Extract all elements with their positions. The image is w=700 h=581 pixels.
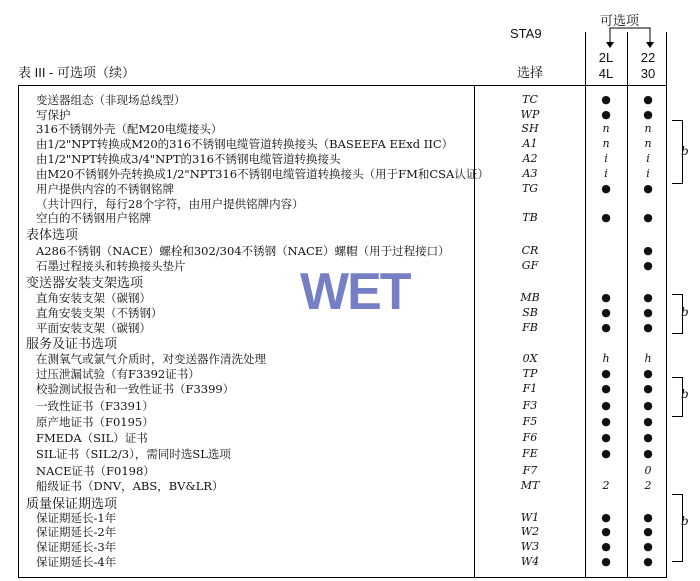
availability-22-30: ●	[643, 182, 653, 195]
option-code: W1	[520, 511, 540, 524]
section-title: 表体选项	[26, 227, 79, 242]
availability-2l-4l: ●	[601, 415, 611, 428]
availability-22-30: ●	[643, 540, 653, 553]
option-description: 保证期延长-1年	[36, 511, 117, 525]
availability-22-30: ●	[643, 431, 653, 444]
availability-2l-4l: ●	[601, 447, 611, 460]
section-title: 质量保证期选项	[26, 496, 118, 511]
option-code: FE	[522, 447, 538, 460]
option-description: 由1/2"NPT转换成3/4"NPT的316不锈钢电缆管道转换接头	[36, 152, 341, 166]
availability-22-30: ●	[643, 291, 653, 304]
option-description: 保证期延长-4年	[36, 555, 117, 569]
options-arrows	[590, 26, 670, 52]
table-bottom-rule	[18, 577, 666, 578]
option-code: F1	[522, 382, 538, 395]
option-code: 0X	[522, 352, 538, 365]
table-left-border	[18, 85, 19, 578]
column-header-30: 30	[640, 66, 656, 81]
availability-2l-4l: i	[604, 167, 608, 180]
option-code: W2	[520, 525, 540, 538]
select-column-label: 选择	[516, 65, 543, 80]
option-description: 由M20不锈钢外壳转换成1/2"NPT316不锈钢电缆管道转换接头（用于FM和CSA认证）	[36, 167, 489, 181]
availability-22-30: 0	[644, 464, 652, 477]
availability-22-30: ●	[643, 306, 653, 319]
availability-2l-4l: ●	[601, 306, 611, 319]
option-code: W4	[520, 555, 540, 568]
option-description: 保证期延长-2年	[36, 525, 117, 539]
option-code: F7	[522, 464, 538, 477]
availability-22-30: ●	[643, 244, 653, 257]
table-top-rule	[18, 85, 666, 86]
availability-22-30: ●	[643, 367, 653, 380]
option-code: SB	[522, 306, 538, 319]
availability-2l-4l: n	[602, 137, 610, 150]
option-code: A1	[522, 137, 538, 150]
option-code: F3	[522, 399, 538, 412]
column-header-22: 22	[640, 50, 656, 65]
option-description: 空白的不锈钢用户铭牌	[36, 211, 151, 225]
availability-22-30: ●	[643, 211, 653, 224]
availability-2l-4l: ●	[601, 367, 611, 380]
availability-2l-4l: n	[602, 122, 610, 135]
option-description: 过压泄漏试验（有F3392证书）	[36, 367, 200, 381]
option-description: 写保护	[36, 108, 71, 122]
availability-2l-4l: ●	[601, 291, 611, 304]
footnote-label: b	[681, 305, 689, 319]
option-code: WP	[520, 108, 540, 121]
availability-22-30: n	[644, 122, 652, 135]
availability-2l-4l: ●	[601, 540, 611, 553]
watermark-logo: WET	[300, 263, 410, 321]
availability-2l-4l: ●	[601, 93, 611, 106]
footnote-label: b	[681, 387, 689, 401]
availability-22-30: h	[644, 352, 652, 365]
availability-22-30: ●	[643, 525, 653, 538]
section-title: 变送器安装支架选项	[26, 275, 144, 290]
availability-2l-4l: ●	[601, 431, 611, 444]
availability-2l-4l: ●	[601, 382, 611, 395]
option-code: GF	[521, 259, 539, 272]
column-header-2l: 2L	[598, 50, 614, 65]
option-code: FB	[522, 321, 538, 334]
availability-2l-4l: ●	[601, 555, 611, 568]
option-description: （共计四行，每行28个字符，由用户提供铭牌内容）	[36, 197, 304, 211]
availability-22-30: ●	[643, 93, 653, 106]
availability-2l-4l: i	[604, 152, 608, 165]
availability-22-30: ●	[643, 108, 653, 121]
option-code: TB	[522, 211, 538, 224]
option-description: 石墨过程接头和转换接头垫片	[36, 259, 186, 273]
option-description: 变送器组态（非现场总线型）	[36, 93, 186, 107]
option-description: 由1/2"NPT转换成M20的316不锈钢电缆管道转换接头（BASEEFA EExd IIC）	[36, 137, 454, 151]
option-code: SH	[521, 122, 539, 135]
option-description: 校验测试报告和一致性证书（F3399）	[36, 382, 235, 396]
option-code: A2	[522, 152, 538, 165]
option-description: SIL证书（SIL2/3），需同时选SL选项	[36, 447, 231, 461]
table-divider	[474, 85, 475, 578]
availability-2l-4l: h	[602, 352, 610, 365]
column-divider-left	[585, 32, 586, 578]
availability-22-30: ●	[643, 382, 653, 395]
option-description: 一致性证书（F3391）	[36, 399, 154, 413]
option-code: F5	[522, 415, 538, 428]
section-title: 服务及证书选项	[26, 336, 118, 351]
column-header-22-30	[630, 50, 666, 82]
availability-2l-4l: ●	[601, 211, 611, 224]
option-description: NACE证书（F0198）	[36, 464, 155, 478]
availability-2l-4l: ●	[601, 399, 611, 412]
availability-2l-4l: ●	[601, 525, 611, 538]
availability-22-30: ●	[643, 447, 653, 460]
column-divider-mid	[627, 32, 628, 578]
column-header-4l: 4L	[598, 66, 614, 81]
availability-2l-4l: ●	[601, 108, 611, 121]
option-code: TC	[522, 93, 538, 106]
option-code: MT	[520, 479, 540, 492]
table-title: 表 III - 可选项（续）	[18, 65, 136, 80]
option-description: 船级证书（DNV，ABS，BV&LR）	[36, 479, 224, 493]
option-description: 保证期延长-3年	[36, 540, 117, 554]
availability-2l-4l: ●	[601, 182, 611, 195]
option-code: MB	[520, 291, 540, 304]
availability-22-30: 2	[644, 479, 652, 492]
availability-22-30: ●	[643, 511, 653, 524]
option-code: CR	[521, 244, 539, 257]
availability-2l-4l: 2	[602, 479, 610, 492]
option-description: 316不锈钢外壳（配M20电缆接头）	[36, 122, 223, 136]
option-code: W3	[520, 540, 540, 553]
option-description: 直角安装支架（不锈钢）	[36, 306, 163, 320]
availability-22-30: i	[646, 167, 650, 180]
option-code: TP	[522, 367, 538, 380]
availability-2l-4l: ●	[601, 321, 611, 334]
option-code: A3	[522, 167, 538, 180]
availability-22-30: ●	[643, 415, 653, 428]
availability-22-30: ●	[643, 555, 653, 568]
availability-22-30: i	[646, 152, 650, 165]
footnote-bracket	[672, 494, 683, 562]
option-code: TG	[521, 182, 539, 195]
option-description: A286不锈钢（NACE）螺栓和302/304不锈钢（NACE）螺帽（用于过程接口）	[36, 244, 450, 258]
option-code: F6	[522, 431, 538, 444]
column-header-2l-4l	[588, 50, 624, 82]
option-description: 直角安装支架（碳钢）	[36, 291, 151, 305]
availability-22-30: n	[644, 137, 652, 150]
availability-2l-4l: ●	[601, 511, 611, 524]
option-description: 原产地证书（F0195）	[36, 415, 154, 429]
option-description: 在测氧气或氯气介质时，对变送器作清洗处理	[36, 352, 266, 366]
column-divider-right	[666, 32, 667, 578]
footnote-label: b	[681, 514, 689, 528]
availability-22-30: ●	[643, 399, 653, 412]
footnote-label: b	[681, 144, 689, 158]
options-header-label: 可选项	[600, 13, 640, 28]
option-description: 用户提供内容的不锈钢铭牌	[36, 182, 174, 196]
option-description: FMEDA（SIL）证书	[36, 431, 148, 445]
availability-22-30: ●	[643, 259, 653, 272]
option-description: 平面安装支架（碳钢）	[36, 321, 151, 335]
model-label: STA9	[510, 26, 542, 41]
availability-22-30: ●	[643, 321, 653, 334]
